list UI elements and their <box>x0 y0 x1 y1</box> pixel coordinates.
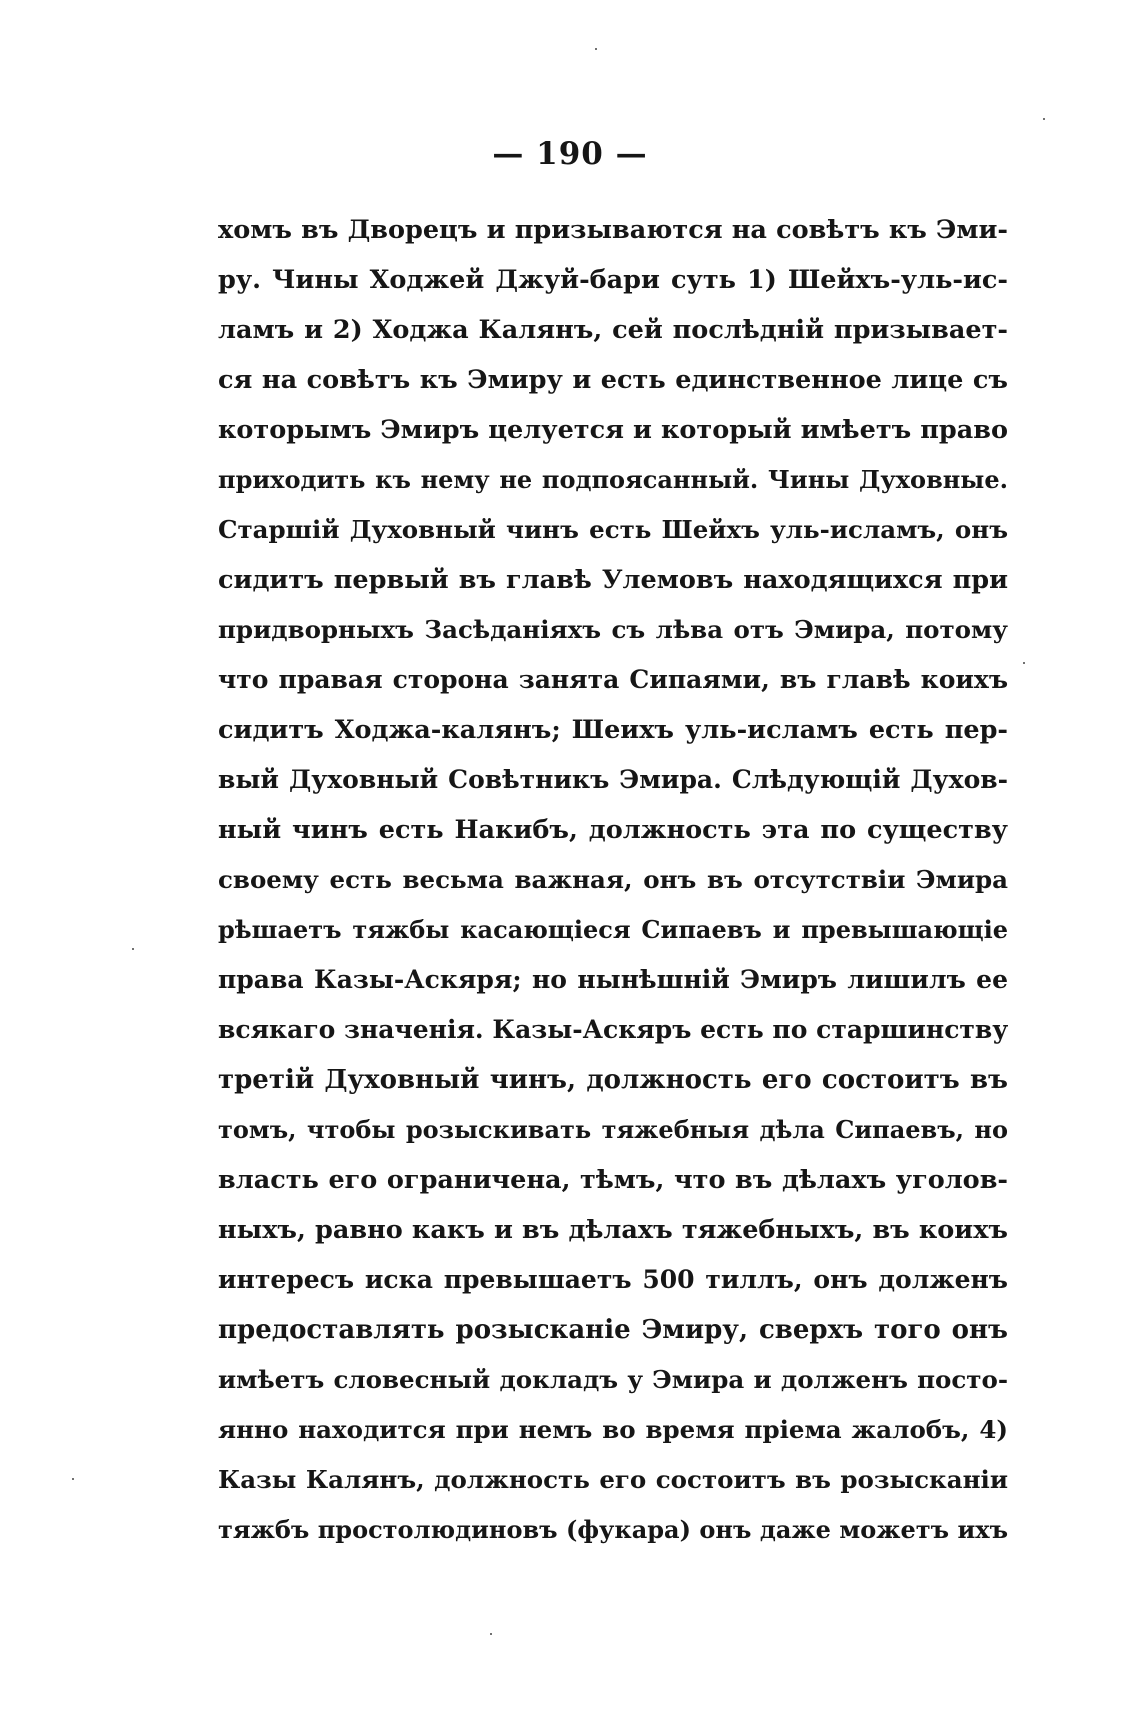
scan-speck <box>132 948 134 950</box>
text-line: ру. Чины Ходжей Джуй-бари суть 1) Шейхъ-уль-ис- <box>218 265 1008 295</box>
scan-speck <box>490 1633 492 1635</box>
text-line: хомъ въ Дворецъ и призываются на совѣтъ къ Эми- <box>218 215 1008 245</box>
text-line: третій Духовный чинъ, должность его состоитъ въ <box>218 1065 1008 1095</box>
text-line: тяжбъ простолюдиновъ (фукара) онъ даже можетъ ихъ <box>218 1515 1008 1544</box>
text-line: янно находится при немъ во время пріема жалобъ, 4) <box>218 1415 1008 1444</box>
scan-speck <box>595 48 597 50</box>
text-line: вый Духовный Совѣтникъ Эмира. Слѣдующій Духов- <box>218 765 1008 794</box>
body-text <box>218 205 1008 1555</box>
text-line: приходить къ нему не подпоясанный. Чины Духовные. <box>218 465 1008 494</box>
text-line: сидитъ Ходжа-калянъ; Шеихъ уль-исламъ есть пер- <box>218 715 1008 745</box>
text-line: ламъ и 2) Ходжа Калянъ, сей послѣдній призывает- <box>218 315 1008 345</box>
text-line: права Казы-Аскяря; но нынѣшній Эмиръ лишилъ ее <box>218 965 1008 994</box>
page-number: — 190 — <box>492 136 648 172</box>
text-line: сидитъ первый въ главѣ Улемовъ находящихся при <box>218 565 1008 595</box>
text-line: всякаго значенія. Казы-Аскяръ есть по старшинству <box>218 1015 1009 1044</box>
text-line: томъ, чтобы розыскивать тяжебныя дѣла Сипаевъ, но <box>218 1115 1008 1144</box>
text-line: ныхъ, равно какъ и въ дѣлахъ тяжебныхъ, въ коихъ <box>218 1215 1008 1245</box>
text-line: ный чинъ есть Накибъ, должность эта по существу <box>218 815 1008 845</box>
text-line: предоставлять розысканіе Эмиру, сверхъ того онъ <box>218 1315 1008 1345</box>
text-line: которымъ Эмиръ целуется и который имѣетъ право <box>218 415 1008 445</box>
text-line: власть его ограничена, тѣмъ, что въ дѣлахъ уголов- <box>218 1165 1008 1195</box>
scan-speck <box>1023 662 1025 664</box>
text-line: своему есть весьма важная, онъ въ отсутствіи Эмира <box>218 865 1008 894</box>
text-line: интересъ иска превышаетъ 500 тиллъ, онъ долженъ <box>218 1265 1008 1294</box>
text-line: что правая сторона занята Сипаями, въ главѣ коихъ <box>218 665 1008 694</box>
text-line: придворныхъ Засѣданіяхъ съ лѣва отъ Эмира, потому <box>218 615 1008 644</box>
scan-speck <box>72 1478 74 1480</box>
scan-speck <box>1043 118 1045 120</box>
text-line: ся на совѣтъ къ Эмиру и есть единственное лице съ <box>218 365 1008 395</box>
text-line: Старшій Духовный чинъ есть Шейхъ уль-исламъ, онъ <box>218 515 1008 544</box>
text-line: Казы Калянъ, должность его состоитъ въ розысканіи <box>218 1465 1008 1494</box>
text-line: рѣшаетъ тяжбы касающіеся Сипаевъ и превышающіе <box>218 915 1008 944</box>
text-line: имѣетъ словесный докладъ у Эмира и долженъ посто- <box>218 1365 1008 1394</box>
